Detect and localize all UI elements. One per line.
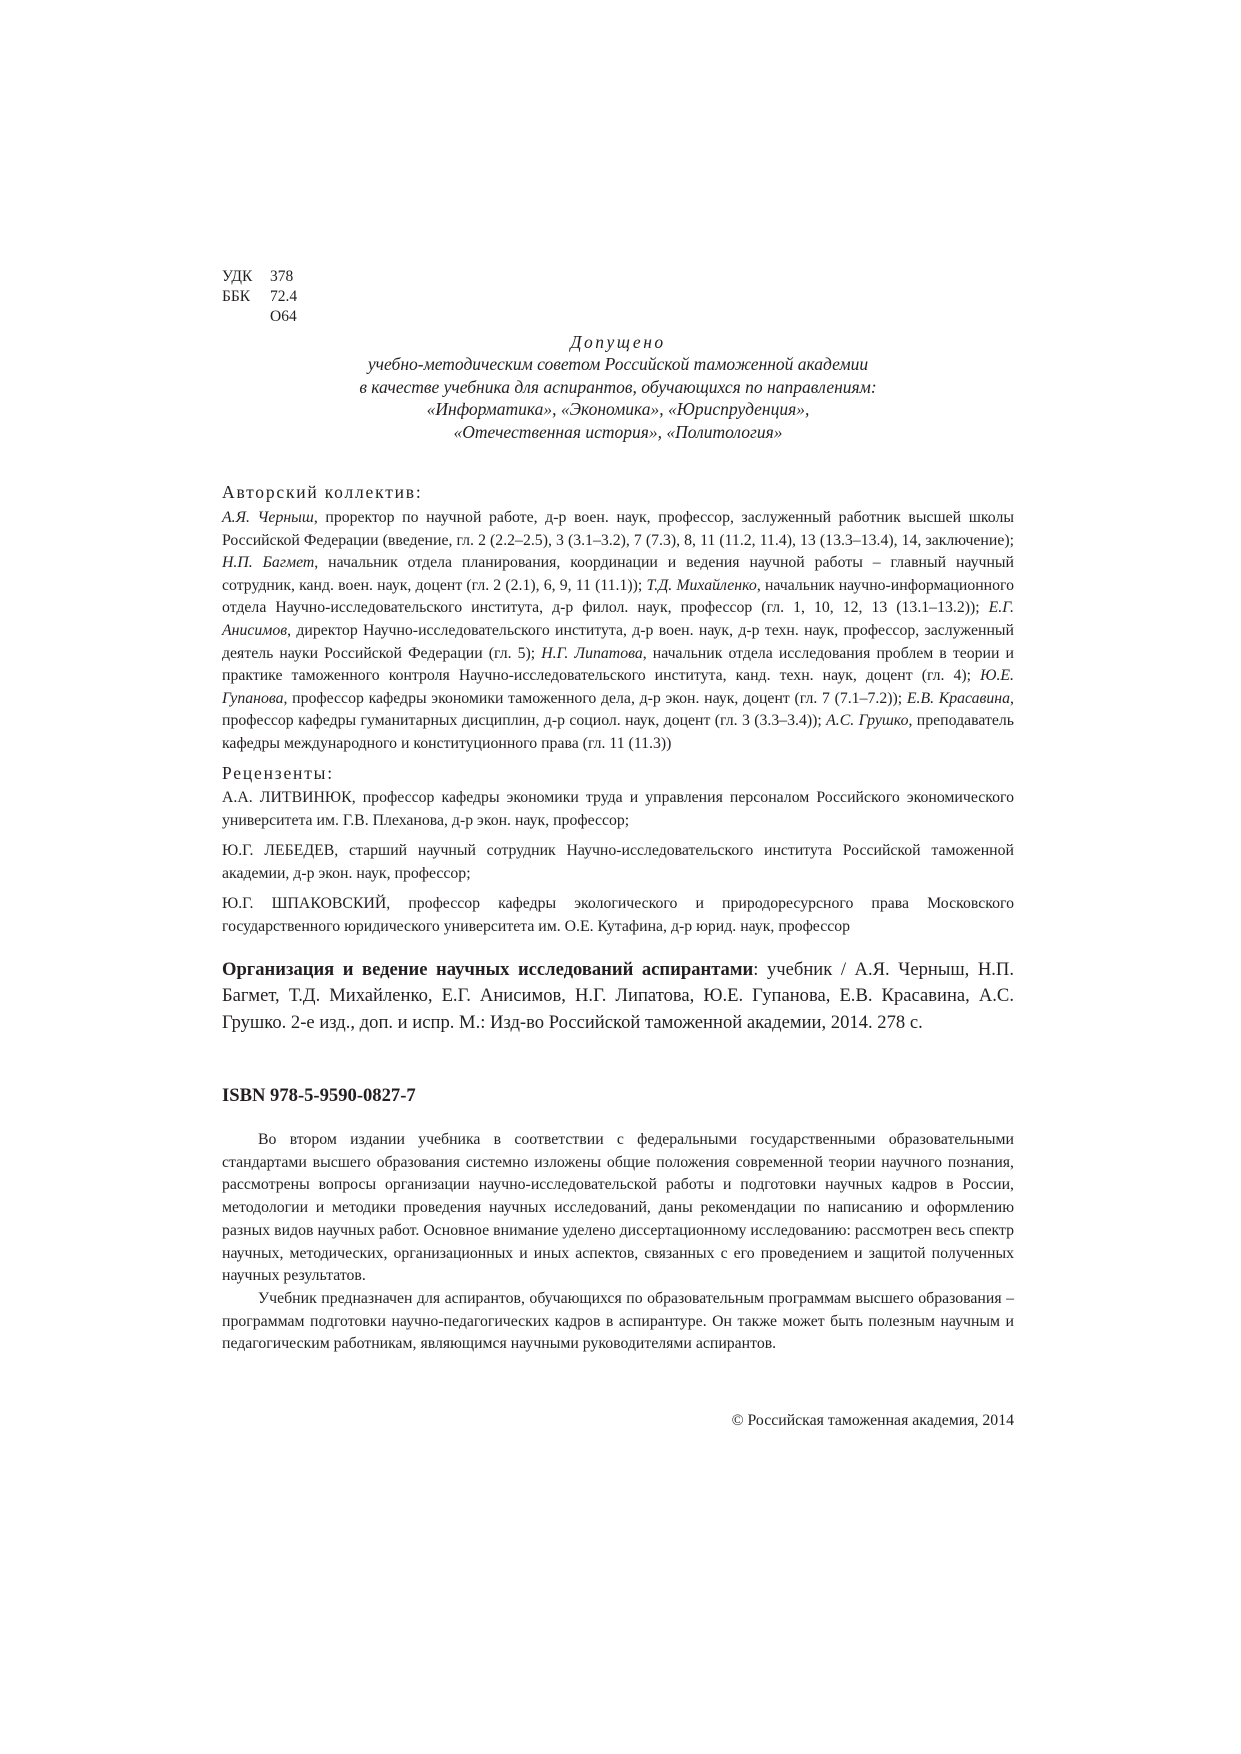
approval-stamp (222, 331, 1014, 443)
abstract (222, 1129, 1014, 1356)
abstract-paragraph: Во втором издании учебника в соответствии с федеральными государственными образовательными стандартами высшего образования системно изложены общие положения современной теории научного познания, рассмотрены вопросы организации научно-исследовательской работы и подготовки научных кадров в России, методологии и методики проведения научных исследований, даны рекомендации по написанию и оформлению разных видов научных работ. Основное внимание уделено диссертационному исследованию: рассмотрен весь спектр научных, методических, организационных и иных аспектов, связанных с его проведением и защитой полученных научных результатов. (222, 1131, 1014, 1285)
author-name: Е.Г. Анисимов (222, 599, 1014, 639)
bbk-row (222, 287, 297, 307)
reviewers-section (222, 762, 1014, 939)
abstract-paragraph: Учебник предназначен для аспирантов, обучающихся по образовательным программам высшего образования – программам подготовки научно-педагогических кадров в аспирантуре. Он также может быть полезным научным и педагогическим работникам, являющимся научными руководителями аспирантов. (222, 1289, 1014, 1353)
udk-value: 378 (270, 268, 294, 285)
author-name: А.Я. Черныш (222, 509, 314, 526)
approval-line: в качестве учебника для аспирантов, обучающихся по направлениям: (359, 376, 877, 397)
authors-title: Авторский коллектив: (222, 482, 423, 502)
author-name: Ю.Е. Гупанова (222, 667, 1014, 707)
authors-text: А.Я. Черныш, проректор по научной работе, д-р воен. наук, профессор, заслуженный работник высшей школы Российской Федерации (введение, гл. 2 (2.2–2.5), 3 (3.1–3.2), 7 (7.3), 8, 11 (11.2, 11.4), 13 (13.3–13.4), 14, заключение); Н.П. Багмет, начальник отдела планирования, координации и ведения научной работы – главный научный сотрудник, канд. воен. наук, доцент (гл. 2 (2.1), 6, 9, 11 (11.1)); Т.Д. Михайленко, начальник научно-информационного отдела Научно-исследовательского института, д-р филол. наук, профессор (гл. 1, 10, 12, 13 (13.1–13.2)); Е.Г. Анисимов, директор Научно-исследовательского института, д-р воен. наук, д-р техн. наук, профессор, заслуженный деятель науки Российской Федерации (гл. 5); Н.Г. Липатова, начальник отдела исследования проблем в теории и практике таможенного контроля Научно-исследовательского института, канд. техн. наук, доцент (гл. 4); Ю.Е. Гупанова, профессор кафедры экономики таможенного дела, д-р экон. наук, доцент (гл. 7 (7.1–7.2)); Е.В. Красавина, профессор кафедры гуманитарных дисциплин, д-р социол. наук, доцент (гл. 3 (3.3–3.4)); А.С. Грушко, преподаватель кафедры международного и конституционного права (гл. 11 (11.3)) (222, 509, 1015, 752)
author-name: Н.П. Багмет (222, 554, 315, 572)
copyright-notice: © Российская таможенная академия, 2014 (731, 1412, 1014, 1429)
isbn: ISBN 978-5-9590-0827-7 (222, 1085, 416, 1106)
classification-codes (222, 267, 297, 327)
reviewer-entry: Ю.Г. ШПАКОВСКИЙ, профессор кафедры экологического и природоресурсного права Московского государственного юридического университета им. О.Е. Кутафина, д-р юрид. наук, профессор (222, 895, 1014, 935)
book-title: Организация и ведение научных исследований аспирантами (222, 959, 754, 980)
bibliographic-record (222, 957, 1014, 1036)
author-mark-row (222, 307, 297, 327)
bbk-label: ББК (222, 288, 251, 305)
authors-section (222, 481, 1014, 756)
approval-line: «Информатика», «Экономика», «Юриспруденция», (426, 399, 810, 420)
approval-heading: Допущено (570, 332, 666, 352)
bibliographic-details: : учебник / А.Я. Черныш, Н.П. Багмет, Т.Д. Михайленко, Е.Г. Анисимов, Н.Г. Липатова, Ю.Е. Гупанова, Е.В. Красавина, А.С. Грушко. 2-е изд., доп. и испр. М.: Изд-во Российской таможенной академии, 2014. 278 с. (222, 959, 1014, 1033)
udk-label: УДК (222, 268, 253, 285)
author-mark: О64 (270, 308, 297, 325)
approval-line: учебно-методическим советом Российской таможенной академии (367, 354, 869, 375)
reviewer-entry: Ю.Г. ЛЕБЕДЕВ, старший научный сотрудник Научно-исследовательского института Российской таможенной академии, д-р экон. наук, профессор; (222, 842, 1014, 882)
reviewer-entry: А.А. ЛИТВИНЮК, профессор кафедры экономики труда и управления персоналом Российского экономического университета им. Г.В. Плеханова, д-р экон. наук, профессор; (222, 789, 1014, 829)
author-name: А.С. Грушко (826, 712, 909, 730)
author-name: Т.Д. Михайленко (646, 576, 757, 594)
udk-row (222, 267, 297, 287)
author-name: Е.В. Красавина (906, 689, 1011, 707)
approval-line: «Отечественная история», «Политология» (453, 421, 783, 442)
author-name: Н.Г. Липатова (541, 644, 643, 662)
reviewers-title: Рецензенты: (222, 763, 334, 783)
bbk-value: 72.4 (270, 288, 298, 305)
